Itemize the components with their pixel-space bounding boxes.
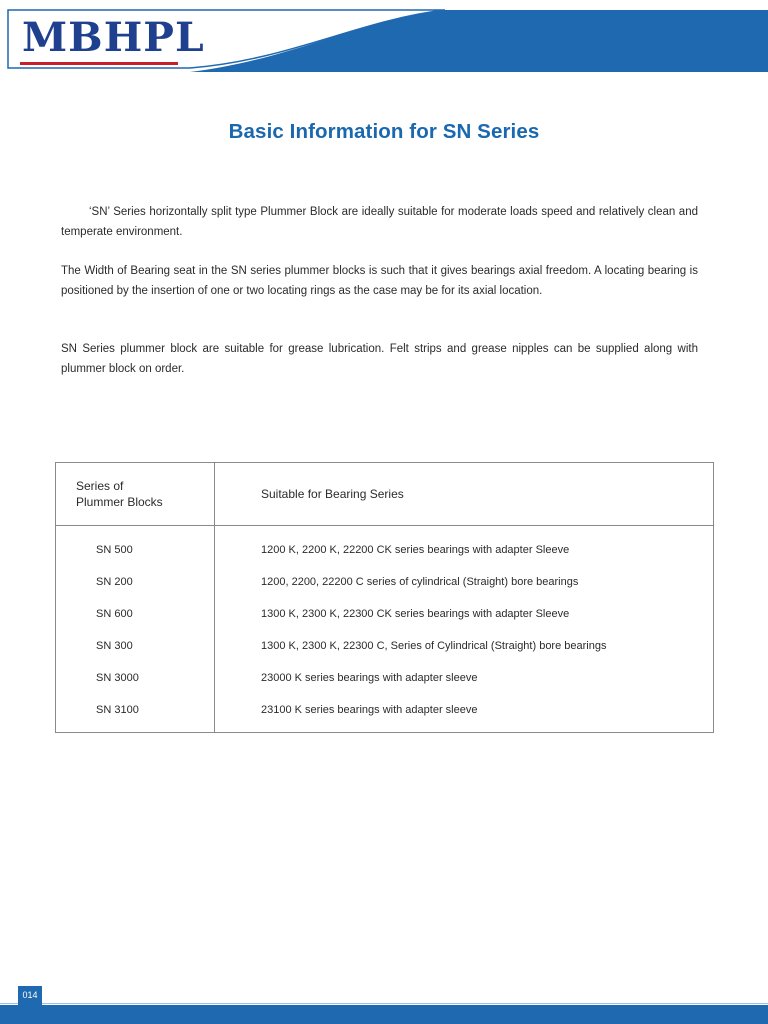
table-row (56, 694, 714, 733)
bearing-series-cell: 1200 K, 2200 K, 22200 CK series bearings with adapter Sleeve (261, 544, 570, 556)
bearing-series-cell: 1300 K, 2300 K, 22300 CK series bearings with adapter Sleeve (261, 608, 570, 620)
series-cell: SN 600 (56, 598, 215, 630)
table-header-row (56, 463, 714, 526)
series-table (55, 462, 714, 733)
bearing-series-cell: 23000 K series bearings with adapter sleeve (261, 672, 478, 684)
footer-bar (0, 1005, 768, 1024)
company-logo: MBHPL (22, 14, 205, 61)
series-cell: SN 3000 (56, 662, 215, 694)
series-cell: SN 500 (56, 526, 215, 567)
table-row (56, 598, 714, 630)
bearing-series-cell: 23100 K series bearings with adapter sleeve (261, 704, 478, 716)
paragraph-1: ‘SN’ Series horizontally split type Plummer Block are ideally suitable for moderate loads speed and relatively clean and temperate environment. (61, 206, 698, 238)
table-row (56, 526, 714, 567)
series-cell: SN 300 (56, 630, 215, 662)
page-number: 014 (18, 986, 42, 1005)
page-header (0, 0, 768, 72)
page-title: Basic Information for SN Series (228, 120, 540, 143)
header-suitable-bearing-series: Suitable for Bearing Series (215, 463, 714, 526)
header-series-of-plummer-blocks (56, 463, 215, 526)
series-cell: SN 200 (56, 566, 215, 598)
table-row (56, 630, 714, 662)
footer-divider (0, 1003, 768, 1004)
series-cell: SN 3100 (56, 694, 215, 733)
header-line-1: Series of (76, 479, 124, 493)
bearing-series-cell: 1200, 2200, 22200 C series of cylindrical (Straight) bore bearings (261, 576, 579, 588)
table-row (56, 662, 714, 694)
logo-underline (20, 62, 178, 65)
bearing-series-cell: 1300 K, 2300 K, 22300 C, Series of Cylindrical (Straight) bore bearings (261, 640, 607, 652)
paragraph-2: The Width of Bearing seat in the SN series plummer blocks is such that it gives bearings axial freedom. A locating bearing is positioned by the insertion of one or two locating rings as the case may be for its axial location. (61, 265, 698, 297)
paragraph-3: SN Series plummer block are suitable for grease lubrication. Felt strips and grease nipples can be supplied along with plummer block on order. (61, 343, 698, 375)
header-line-2: Plummer Blocks (76, 495, 163, 509)
table-row (56, 566, 714, 598)
